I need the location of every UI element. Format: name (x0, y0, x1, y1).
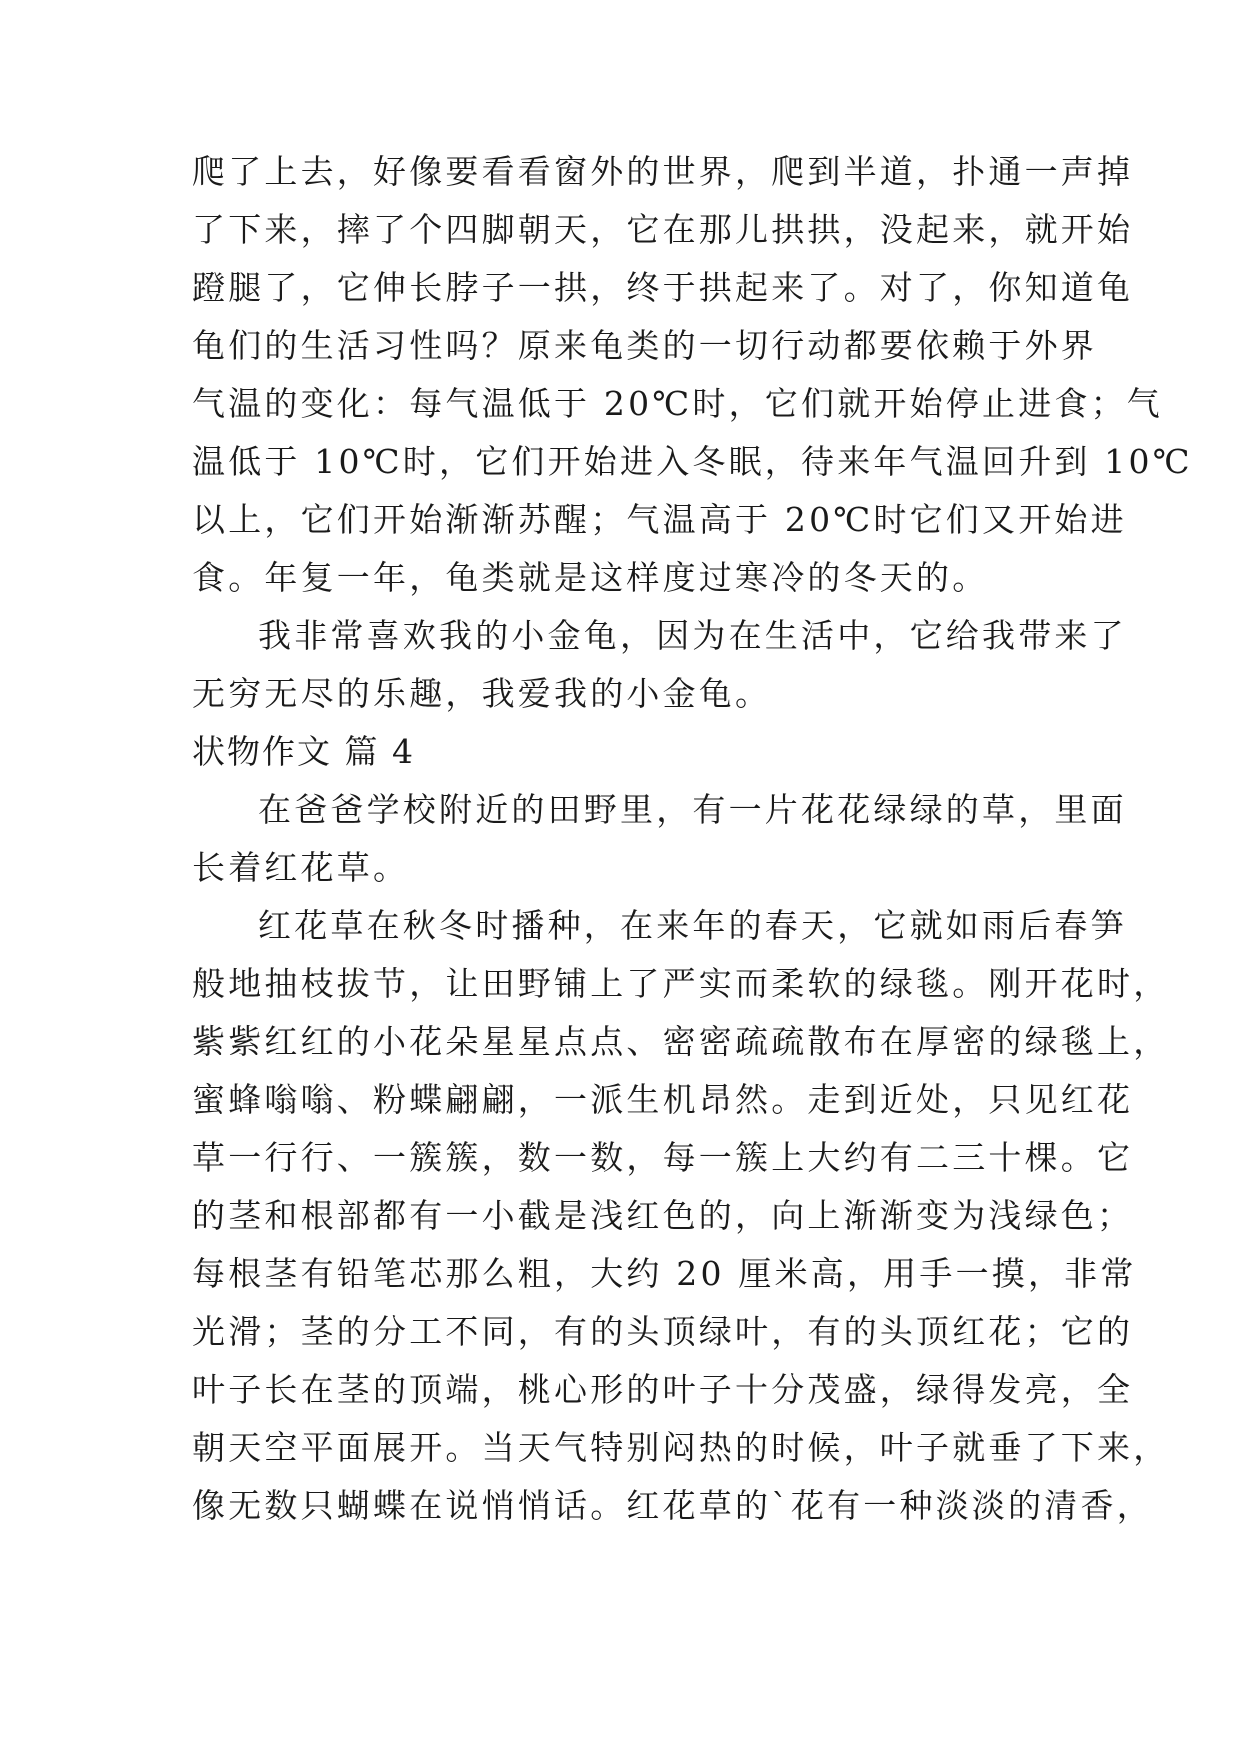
text-line: 般地抽枝拔节，让田野铺上了严实而柔软的绿毯。刚开花时， (192, 964, 1170, 1003)
text-line: 无穷无尽的乐趣，我爱我的小金龟。 (192, 674, 772, 713)
text-line: 像无数只蝴蝶在说悄悄话。红花草的`花有一种淡淡的清香， (192, 1486, 1153, 1525)
paragraph-first-line: 在爸爸学校附近的田野里，有一片花花绿绿的草，里面 (258, 790, 1127, 829)
text-line: 龟们的生活习性吗？原来龟类的一切行动都要依赖于外界 (192, 326, 1097, 365)
text-line: 每根茎有铅笔芯那么粗，大约 20 厘米高，用手一摸，非常 (192, 1254, 1137, 1293)
text-line: 蜜蜂嗡嗡、粉蝶翩翩，一派生机昂然。走到近处，只见红花 (192, 1080, 1134, 1119)
text-line: 朝天空平面展开。当天气特别闷热的时候，叶子就垂了下来， (192, 1428, 1170, 1467)
paragraph-first-line: 我非常喜欢我的小金龟，因为在生活中，它给我带来了 (258, 616, 1127, 655)
text-line: 气温的变化：每气温低于 20℃时，它们就开始停止进食；气 (192, 384, 1163, 423)
text-line: 草一行行、一簇簇，数一数，每一簇上大约有二三十棵。它 (192, 1138, 1134, 1177)
text-line: 叶子长在茎的顶端，桃心形的叶子十分茂盛，绿得发亮，全 (192, 1370, 1134, 1409)
text-line: 紫紫红红的小花朵星星点点、密密疏疏散布在厚密的绿毯上， (192, 1022, 1170, 1061)
text-line: 长着红花草。 (192, 848, 410, 887)
section-heading: 状物作文 篇 4 (192, 732, 415, 771)
text-line: 的茎和根部都有一小截是浅红色的，向上渐渐变为浅绿色； (192, 1196, 1134, 1235)
text-line: 蹬腿了，它伸长脖子一拱，终于拱起来了。对了，你知道龟 (192, 268, 1134, 307)
paragraph-first-line: 红花草在秋冬时播种，在来年的春天，它就如雨后春笋 (258, 906, 1127, 945)
text-line: 了下来，摔了个四脚朝天，它在那儿拱拱，没起来，就开始 (192, 210, 1134, 249)
text-line: 食。年复一年，龟类就是这样度过寒冷的冬天的。 (192, 558, 989, 597)
text-line: 温低于 10℃时，它们开始进入冬眠，待来年气温回升到 10℃ (192, 442, 1193, 481)
text-line: 光滑；茎的分工不同，有的头顶绿叶，有的头顶红花；它的 (192, 1312, 1134, 1351)
text-line: 爬了上去，好像要看看窗外的世界，爬到半道，扑通一声掉 (192, 152, 1134, 191)
text-line: 以上，它们开始渐渐苏醒；气温高于 20℃时它们又开始进 (192, 500, 1127, 539)
